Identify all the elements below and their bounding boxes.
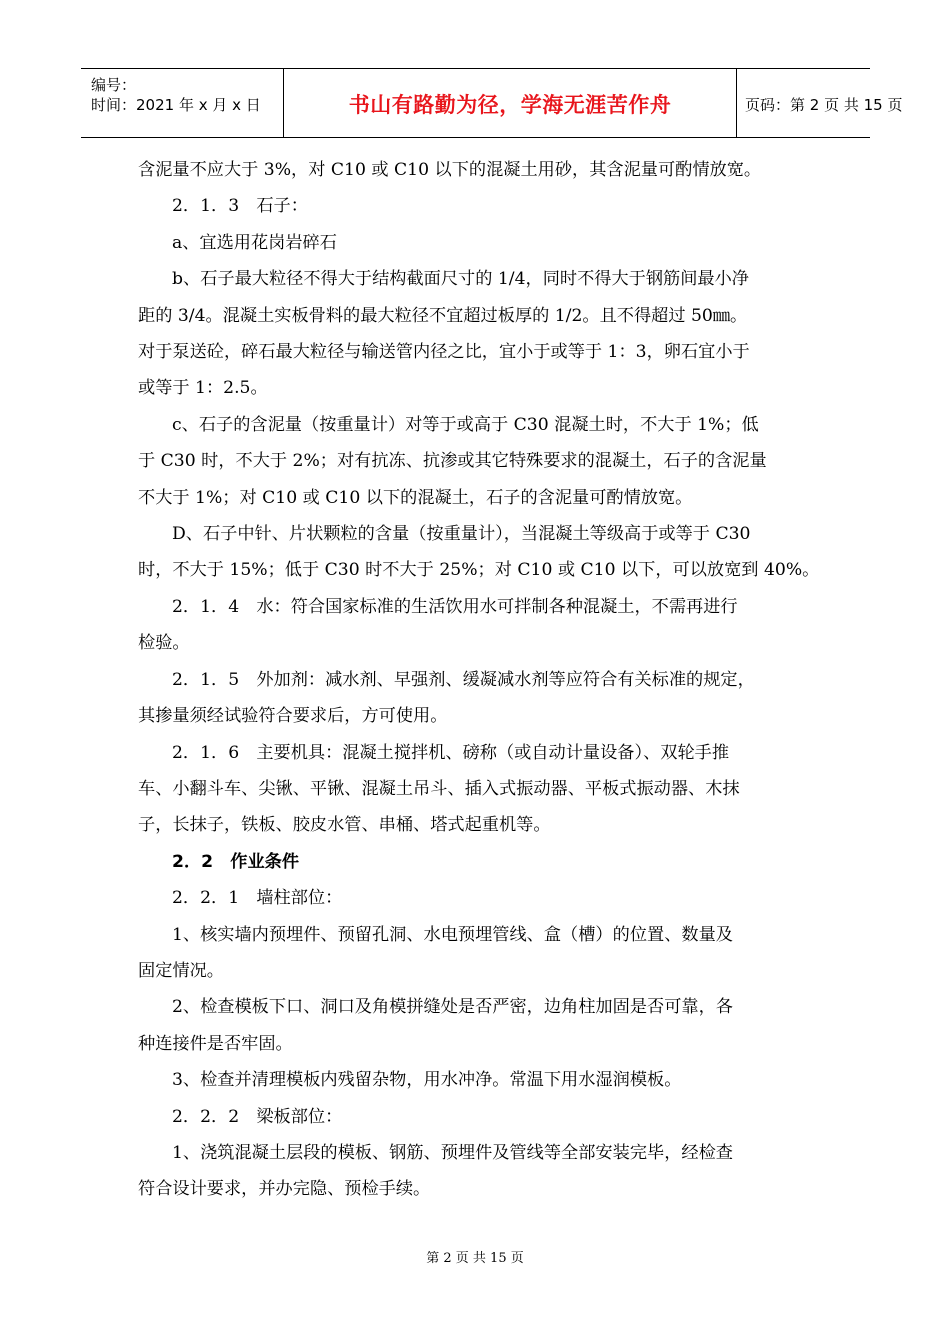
section-heading: 2．1．4 水：符合国家标准的生活饮用水可拌制各种混凝土，不需再进行	[172, 596, 738, 617]
text-line: D、石子中针、片状颗粒的含量（按重量计），当混凝土等级高于或等于 C30	[172, 524, 751, 545]
text-line: 子，长抹子，铁板、胶皮水管、串桶、塔式起重机等。	[138, 815, 551, 836]
text-line: c、石子的含泥量（按重量计）对等于或高于 C30 混凝土时，不大于 1%；低	[172, 414, 759, 435]
header-info-cell	[81, 69, 283, 137]
text-line: 种连接件是否牢固。	[138, 1033, 293, 1054]
text-line: 含泥量不应大于 3%，对 C10 或 C10 以下的混凝土用砂，其含泥量可酌情放宽。	[138, 160, 762, 180]
text-line: b、石子最大粒径不得大于结构截面尺寸的 1/4，同时不得大于钢筋间最小净	[172, 269, 749, 290]
text-line: 检验。	[138, 633, 190, 654]
text-line: 不大于 1%；对 C10 或 C10 以下的混凝土，石子的含泥量可酌情放宽。	[138, 487, 693, 508]
text-line: 1、浇筑混凝土层段的模板、钢筋、预埋件及管线等全部安装完毕，经检查	[172, 1142, 733, 1163]
text-line: 1、核实墙内预埋件、预留孔洞、水电预埋管线、盒（槽）的位置、数量及	[172, 924, 733, 945]
text-line: a、宜选用花岗岩碎石	[172, 232, 337, 253]
header-page-number: 页码：第 2 页 共 15 页	[745, 96, 903, 114]
header-page-cell	[736, 69, 903, 137]
text-line: 时，不大于 15%；低于 C30 时不大于 25%；对 C10 或 C10 以下，可以放宽到 40%。	[138, 560, 820, 581]
section-heading: 2．2．2 梁板部位：	[172, 1106, 343, 1127]
page-header	[81, 68, 903, 138]
text-line: 固定情况。	[138, 960, 224, 981]
document-body	[138, 152, 818, 1208]
text-line: 3、检查并清理模板内残留杂物，用水冲净。常温下用水湿润模板。	[172, 1070, 682, 1091]
document-number-label: 编号：	[91, 76, 137, 94]
section-heading: 2．1．5 外加剂：减水剂、早强剂、缓凝减水剂等应符合有关标准的规定，	[172, 669, 755, 690]
header-motto: 书山有路勤为径，学海无涯苦作舟	[348, 93, 672, 117]
text-line: 于 C30 时，不大于 2%；对有抗冻、抗渗或其它特殊要求的混凝土，石子的含泥量	[138, 451, 767, 472]
document-date-label: 时间：2021 年 x 月 x 日	[91, 96, 261, 114]
text-line: 2、检查模板下口、洞口及角模拼缝处是否严密，边角柱加固是否可靠，各	[172, 997, 733, 1018]
text-line: 距的 3/4。混凝土实板骨料的最大粒径不宜超过板厚的 1/2。且不得超过 50㎜。	[138, 305, 748, 326]
section-heading: 2．2．1 墙柱部位：	[172, 888, 343, 909]
section-heading-bold: 2．2 作业条件	[172, 851, 300, 872]
text-line: 其掺量须经试验符合要求后，方可使用。	[138, 706, 448, 727]
text-line: 对于泵送砼，碎石最大粒径与输送管内径之比，宜小于或等于 1：3，卵石宜小于	[138, 342, 750, 363]
text-line: 车、小翻斗车、尖锹、平锹、混凝土吊斗、插入式振动器、平板式振动器、木抹	[138, 778, 740, 799]
text-line: 或等于 1：2.5。	[138, 378, 268, 399]
header-motto-cell	[283, 69, 737, 137]
page-footer: 第 2 页 共 15 页	[426, 1251, 524, 1266]
section-heading: 2．1．3 石子：	[172, 196, 308, 217]
section-heading: 2．1．6 主要机具：混凝土搅拌机、磅称（或自动计量设备）、双轮手推	[172, 742, 730, 763]
text-line: 符合设计要求，并办完隐、预检手续。	[138, 1179, 431, 1200]
